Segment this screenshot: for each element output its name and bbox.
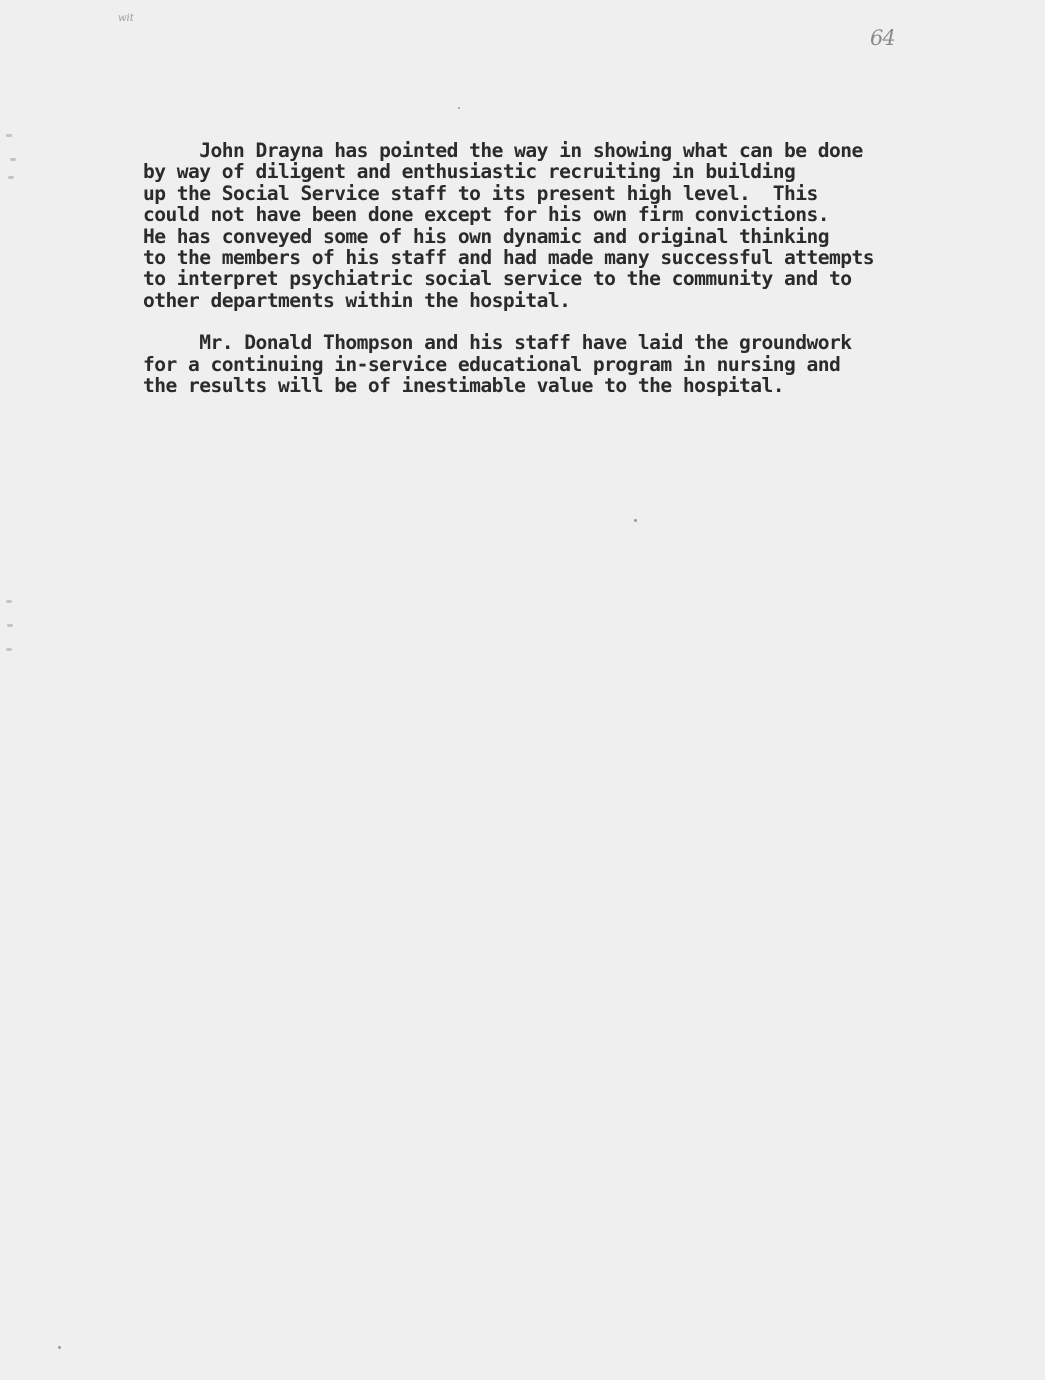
paragraph-drayna [143, 140, 1003, 311]
scan-edge-mark [6, 648, 12, 651]
scan-edge-mark [7, 624, 13, 627]
scan-speck [634, 519, 637, 522]
scan-speck [458, 107, 460, 109]
text-line: up the Social Service staff to its present high level. This [143, 181, 818, 205]
scan-edge-mark [6, 600, 12, 603]
scan-edge-mark [10, 158, 16, 161]
scan-speck [58, 1346, 61, 1349]
text-line: other departments within the hospital. [143, 288, 571, 312]
text-line: could not have been done except for his own firm convictions. [143, 203, 830, 227]
text-line: the results will be of inestimable value to the hospital. [143, 374, 785, 398]
text-line: by way of diligent and enthusiastic recruiting in building [143, 160, 796, 184]
paragraph-thompson [143, 332, 1003, 396]
text-line: John Drayna has pointed the way in showing what can be done [143, 139, 863, 162]
page-number: 64 [870, 26, 895, 50]
text-line: to interpret psychiatric social service to the community and to [143, 267, 852, 291]
handwritten-corner-note: wit [118, 13, 134, 24]
scan-edge-mark [8, 176, 14, 179]
text-line: to the members of his staff and had made many successful attempts [143, 246, 875, 270]
scan-edge-mark [6, 134, 12, 137]
text-line: Mr. Donald Thompson and his staff have laid the groundwork [143, 331, 852, 355]
text-line: He has conveyed some of his own dynamic and original thinking [143, 224, 830, 248]
body-text [143, 140, 1003, 396]
text-line: for a continuing in-service educational program in nursing and [143, 352, 841, 376]
